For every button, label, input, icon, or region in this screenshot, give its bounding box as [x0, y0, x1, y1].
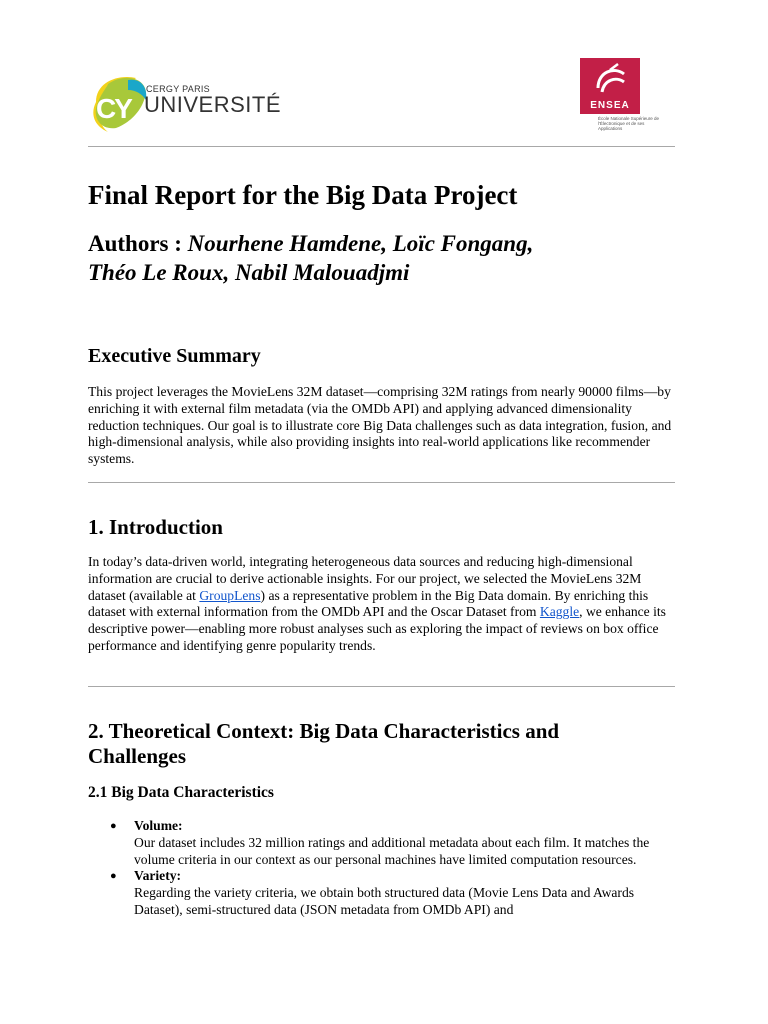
cy-logo-subtitle: CERGY PARIS	[146, 84, 210, 94]
introduction-text-part-1: In today’s data-driven world, integrating heterogeneous data sources and reducing high-dimensional information are crucial to derive actionable insights. For our project, we selected the MovieLens 32M dataset (available at	[88, 554, 642, 603]
characteristics-list	[88, 818, 678, 919]
list-item-heading: Variety:	[134, 868, 182, 884]
divider	[88, 146, 675, 147]
theoretical-context-heading-line-2: Challenges	[88, 744, 187, 768]
authors-line-1: Nourhene Hamdene, Loïc Fongang,	[187, 231, 534, 256]
divider	[88, 482, 675, 483]
ensea-logo	[580, 58, 640, 114]
divider	[88, 686, 675, 687]
executive-summary-text: This project leverages the MovieLens 32M dataset—comprising 32M ratings from nearly 90000 films—by enriching it with external film metadata (via the OMDb API) and applying advanced dimensionality reduction techniques. Our goal is to illustrate core Big Data challenges such as data integration, fusion, and high-dimensional analysis, while also providing insights into real-world applications like recommender systems.	[88, 384, 672, 467]
theoretical-context-heading	[88, 719, 559, 769]
theoretical-context-heading-line-1: 2. Theoretical Context: Big Data Characteristics and	[88, 719, 560, 743]
kaggle-link[interactable]: Kaggle	[539, 604, 580, 620]
ensea-logo-subtitle: École Nationale Supérieure de l'Électronique et de ses Applications	[598, 116, 660, 131]
authors-line-2: Théo Le Roux, Nabil Malouadjmi	[88, 260, 410, 285]
introduction-text	[88, 554, 678, 655]
cy-logo-mark: CY	[96, 93, 131, 124]
cy-logo-title: UNIVERSITÉ	[144, 92, 282, 117]
bullet-icon: ●	[110, 870, 117, 883]
ensea-logo-name: ENSEA	[590, 100, 630, 111]
big-data-characteristics-heading: 2.1 Big Data Characteristics	[88, 784, 274, 801]
bullet-icon: ●	[110, 820, 117, 832]
authors-label: Authors :	[88, 231, 188, 256]
introduction-heading: 1. Introduction	[88, 515, 223, 539]
document-title: Final Report for the Big Data Project	[88, 180, 518, 210]
list-item	[88, 868, 678, 918]
list-item-text: Our dataset includes 32 million ratings and additional metadata about each film. It matches the volume criteria in our context as our personal machines have limited computation resources.	[134, 834, 650, 867]
executive-summary-heading: Executive Summary	[88, 345, 261, 367]
grouplens-link[interactable]: GroupLens	[199, 587, 261, 603]
introduction-text-part-2: ) as a representative problem in the Big Data domain. By enriching this dataset with external information from the OMDb API and the Oscar Dataset from	[88, 587, 649, 620]
list-item	[88, 818, 678, 868]
list-item-heading: Volume:	[134, 818, 183, 833]
list-item-text: Regarding the variety criteria, we obtain both structured data (Movie Lens Data and Awards Dataset), semi-structured data (JSON metadata from OMDb API) and	[134, 885, 635, 917]
authors-heading	[88, 229, 688, 287]
introduction-text-part-3: , we enhance its descriptive power—enabling more robust analyses such as exploring the impact of reviews on box office performance and identifying genre popularity trends.	[88, 604, 666, 653]
